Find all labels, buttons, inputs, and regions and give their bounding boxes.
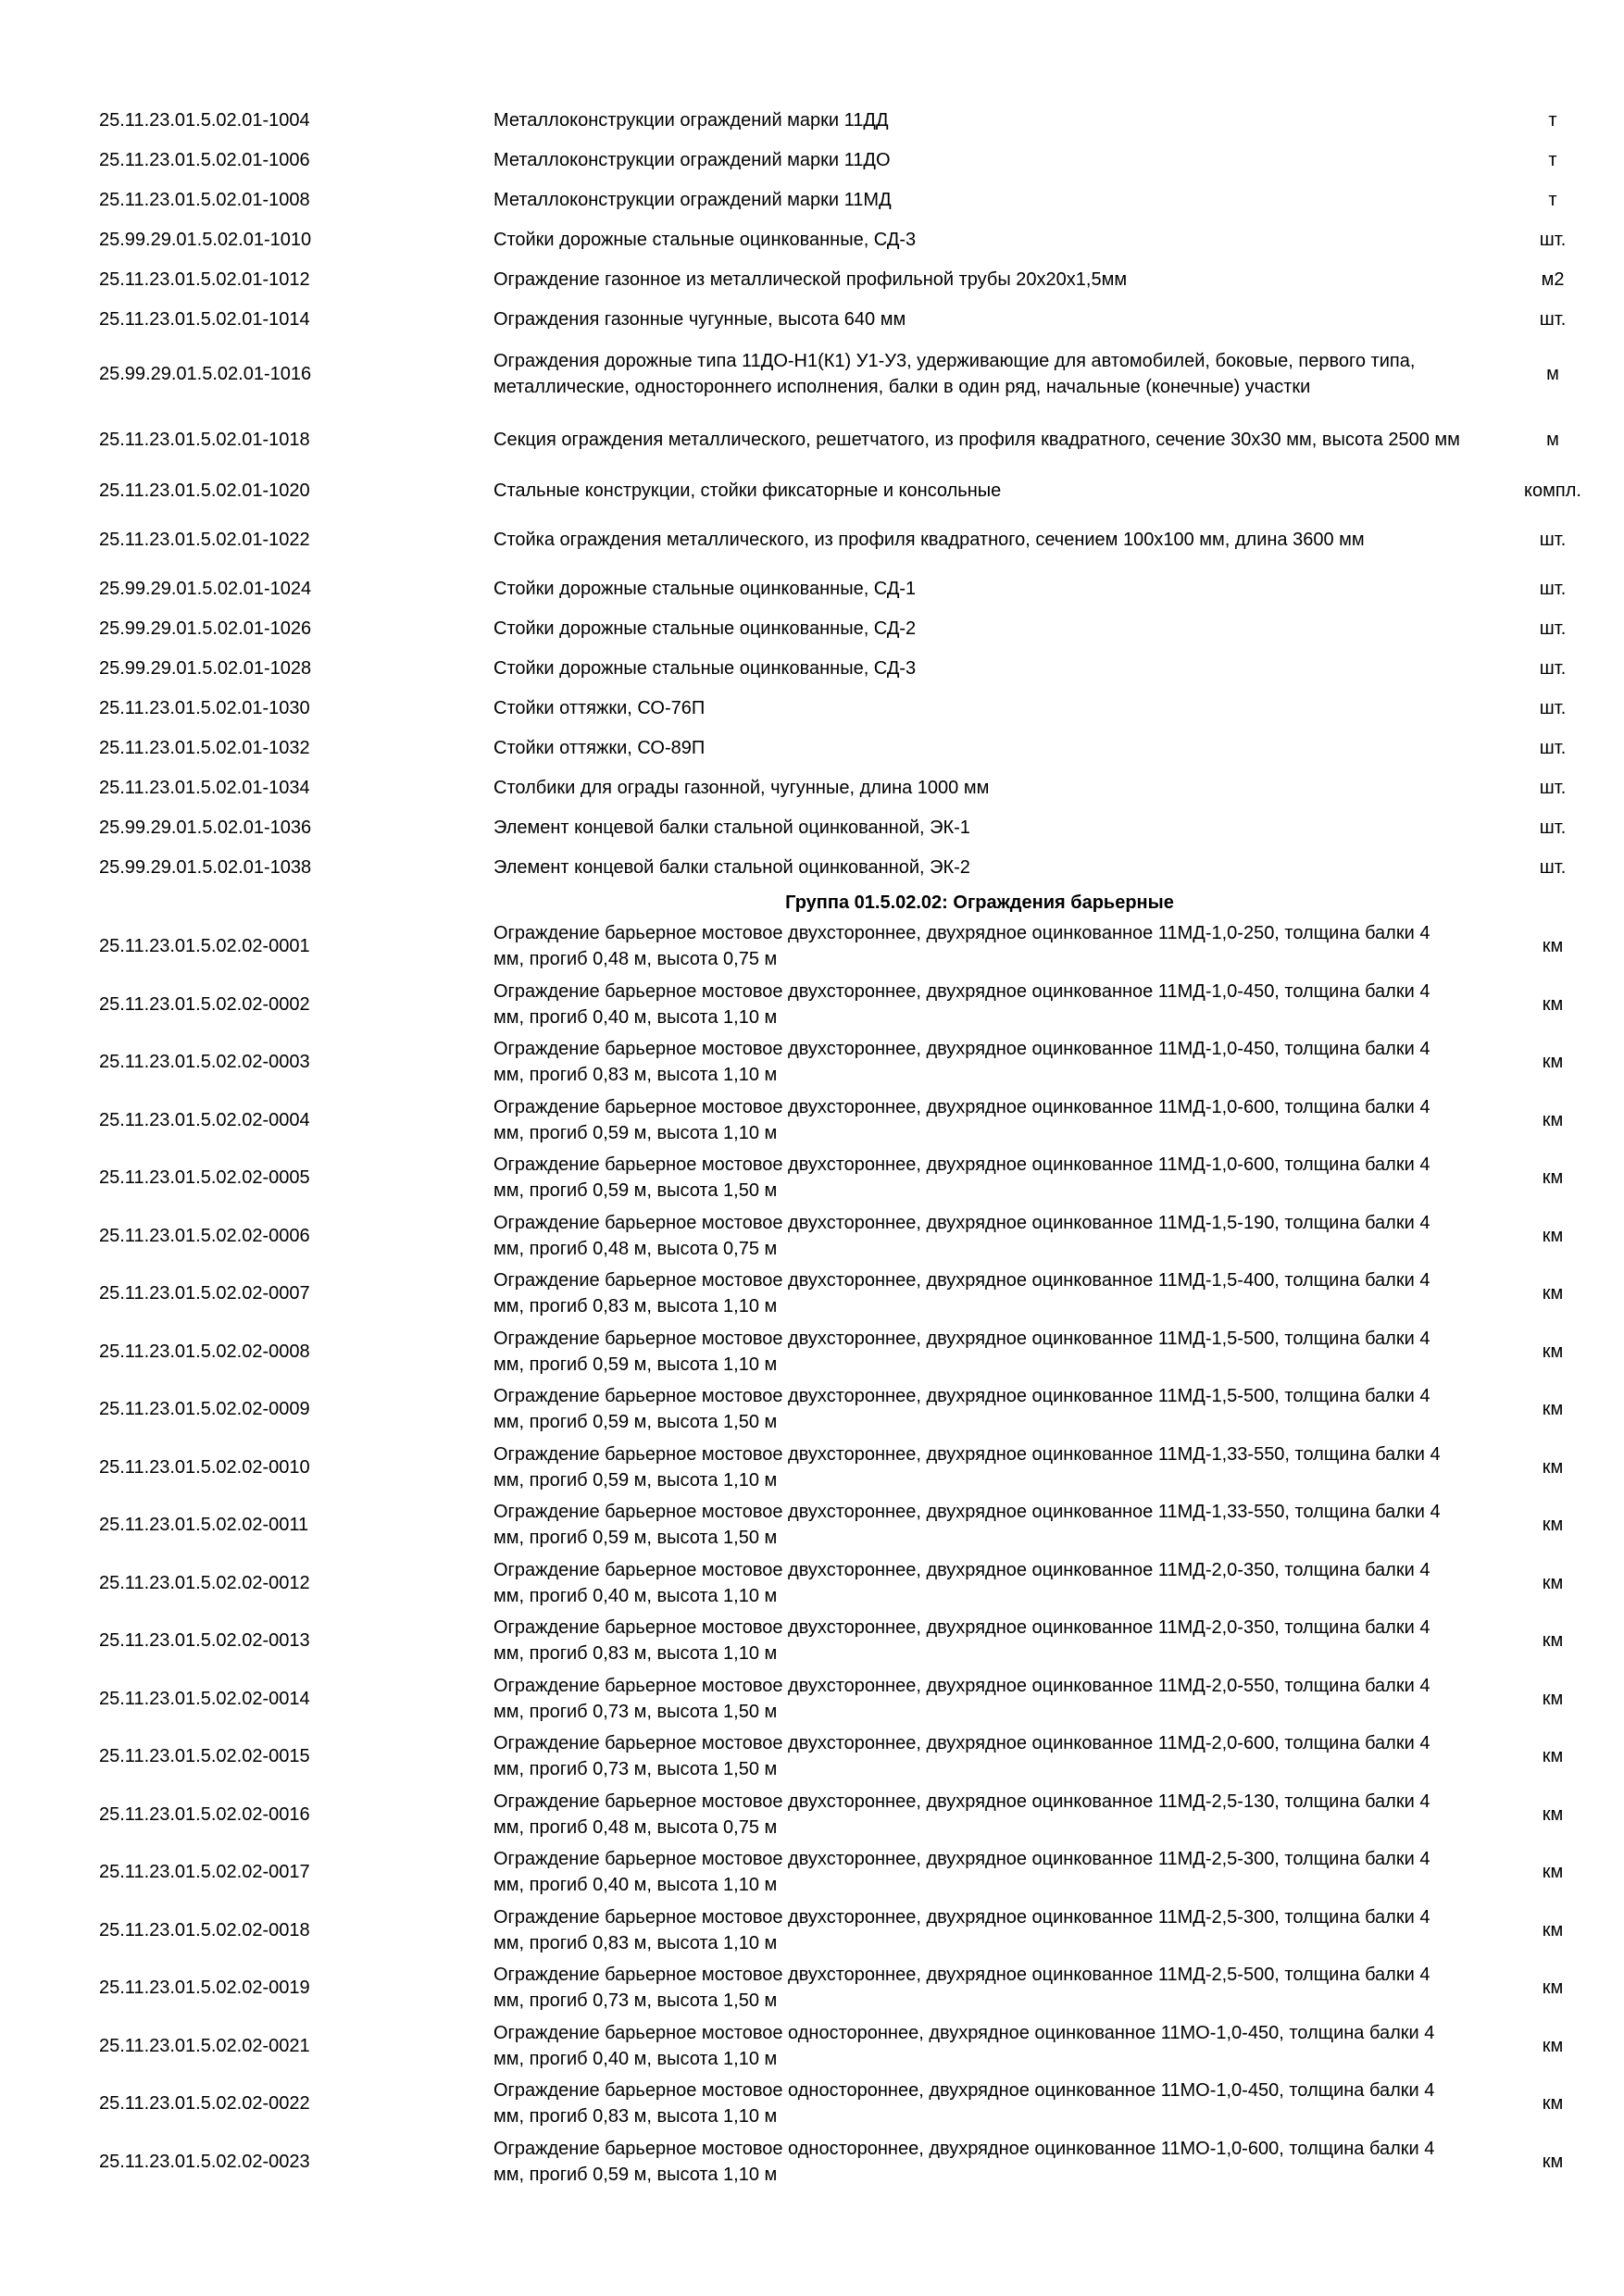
item-name: Ограждение барьерное мостовое двухстороннее, двухрядное оцинкованное 11МД-1,0-250, толщина балки 4 мм, прогиб 0,48 м, высота 0,75 м — [493, 923, 1430, 970]
table-row — [0, 1786, 1624, 1844]
table-row — [0, 1496, 1624, 1554]
item-unit: шт. — [1539, 308, 1567, 330]
item-unit: шт. — [1539, 737, 1567, 758]
item-unit: км — [1542, 1630, 1564, 1652]
item-unit: т — [1548, 189, 1557, 210]
table-row — [0, 847, 1624, 887]
item-code: 25.11.23.01.5.02.02-0023 — [99, 2151, 310, 2172]
item-name: Металлоконструкции ограждений марки 11ДО — [493, 149, 891, 170]
item-code: 25.99.29.01.5.02.01-1038 — [99, 856, 312, 878]
table-row — [0, 976, 1624, 1034]
item-name: Ограждение барьерное мостовое двухстороннее, двухрядное оцинкованное 11МД-1,5-500, толщина балки 4 мм, прогиб 0,59 м, высота 1,50 м — [493, 1386, 1430, 1433]
table-row — [0, 339, 1624, 409]
table-row — [0, 1554, 1624, 1613]
item-code: 25.11.23.01.5.02.01-1022 — [99, 529, 310, 550]
table-row — [0, 1959, 1624, 2017]
item-code: 25.11.23.01.5.02.02-0016 — [99, 1803, 310, 1825]
item-unit: км — [1542, 1225, 1564, 1246]
item-name: Металлоконструкции ограждений марки 11ДД — [493, 109, 889, 131]
price-list-section-1 — [0, 100, 1624, 887]
item-code: 25.11.23.01.5.02.01-1018 — [99, 430, 310, 450]
item-code: 25.11.23.01.5.02.02-0004 — [99, 1109, 310, 1130]
item-code: 25.99.29.01.5.02.01-1036 — [99, 817, 312, 838]
item-unit: км — [1542, 2093, 1564, 2115]
item-name: Ограждение барьерное мостовое двухстороннее, двухрядное оцинкованное 11МД-1,5-190, толщина балки 4 мм, прогиб 0,48 м, высота 0,75 м — [493, 1212, 1430, 1259]
item-unit: шт. — [1539, 529, 1567, 550]
item-unit: км — [1542, 1803, 1564, 1825]
item-unit: шт. — [1539, 229, 1567, 250]
document — [0, 100, 1624, 2190]
item-unit: шт. — [1539, 578, 1567, 599]
item-unit: шт. — [1539, 777, 1567, 798]
item-name: Ограждение барьерное мостовое двухстороннее, двухрядное оцинкованное 11МД-1,0-450, толщина балки 4 мм, прогиб 0,40 м, высота 1,10 м — [493, 980, 1430, 1028]
item-name: Ограждение газонное из металлической профильной трубы 20х20х1,5мм — [493, 268, 1128, 290]
item-name: Ограждение барьерное мостовое двухстороннее, двухрядное оцинкованное 11МД-2,5-500, толщина балки 4 мм, прогиб 0,73 м, высота 1,50 м — [493, 1965, 1430, 2012]
item-code: 25.11.23.01.5.02.01-1014 — [99, 308, 310, 330]
item-name: Ограждение барьерное мостовое двухстороннее, двухрядное оцинкованное 11МД-2,0-350, толщина балки 4 мм, прогиб 0,83 м, высота 1,10 м — [493, 1617, 1430, 1665]
item-name: Стойки дорожные стальные оцинкованные, СД-3 — [493, 229, 917, 250]
item-code: 25.99.29.01.5.02.01-1026 — [99, 618, 312, 639]
item-code: 25.11.23.01.5.02.02-0009 — [99, 1399, 310, 1420]
item-unit: км — [1542, 1746, 1564, 1767]
item-code: 25.99.29.01.5.02.01-1028 — [99, 657, 312, 679]
item-code: 25.11.23.01.5.02.02-0008 — [99, 1341, 310, 1362]
item-code: 25.11.23.01.5.02.02-0010 — [99, 1456, 310, 1478]
item-unit: км — [1542, 2035, 1564, 2056]
table-row — [0, 2075, 1624, 2133]
item-code: 25.11.23.01.5.02.02-0015 — [99, 1746, 310, 1767]
item-name: Стойки дорожные стальные оцинкованные, СД-2 — [493, 618, 917, 639]
item-code: 25.11.23.01.5.02.02-0014 — [99, 1688, 310, 1709]
item-code: 25.11.23.01.5.02.02-0017 — [99, 1862, 310, 1883]
item-code: 25.11.23.01.5.02.01-1012 — [99, 268, 310, 290]
item-name: Секция ограждения металлического, решетчатого, из профиля квадратного, сечение 30х30 мм, высота 2500 мм — [493, 430, 1460, 450]
table-row — [0, 140, 1624, 180]
item-code: 25.11.23.01.5.02.02-0013 — [99, 1630, 310, 1652]
item-unit: км — [1542, 1399, 1564, 1420]
item-unit: шт. — [1539, 817, 1567, 838]
item-unit: км — [1542, 1572, 1564, 1593]
table-row — [0, 648, 1624, 688]
item-unit: км — [1542, 1515, 1564, 1536]
table-row — [0, 409, 1624, 470]
item-code: 25.11.23.01.5.02.01-1034 — [99, 777, 310, 798]
item-name: Ограждение барьерное мостовое двухстороннее, двухрядное оцинкованное 11МД-2,5-300, толщина балки 4 мм, прогиб 0,83 м, высота 1,10 м — [493, 1906, 1430, 1953]
item-unit: м — [1546, 364, 1559, 384]
item-name: Ограждение барьерное мостовое двухстороннее, двухрядное оцинкованное 11МД-2,0-350, толщина балки 4 мм, прогиб 0,40 м, высота 1,10 м — [493, 1559, 1430, 1606]
table-row — [0, 470, 1624, 510]
item-name: Стальные конструкции, стойки фиксаторные и консольные — [493, 480, 1002, 501]
item-name: Элемент концевой балки стальной оцинкованной, ЭК-1 — [493, 817, 970, 838]
table-row — [0, 1728, 1624, 1786]
table-row — [0, 180, 1624, 219]
item-name: Стойки дорожные стальные оцинкованные, СД-3 — [493, 657, 917, 679]
item-name: Ограждение барьерное мостовое двухстороннее, двухрядное оцинкованное 11МД-1,0-450, толщина балки 4 мм, прогиб 0,83 м, высота 1,10 м — [493, 1039, 1430, 1086]
item-code: 25.11.23.01.5.02.01-1020 — [99, 480, 310, 501]
table-row — [0, 917, 1624, 976]
table-row — [0, 1380, 1624, 1439]
item-unit: км — [1542, 1456, 1564, 1478]
group-title: Группа 01.5.02.02: Ограждения барьерные — [785, 892, 1174, 913]
item-unit: км — [1542, 1978, 1564, 1999]
table-row — [0, 259, 1624, 299]
item-code: 25.11.23.01.5.02.02-0001 — [99, 936, 310, 957]
item-name: Стойки оттяжки, СО-89П — [493, 737, 706, 758]
item-unit: км — [1542, 1167, 1564, 1189]
item-code: 25.11.23.01.5.02.01-1006 — [99, 149, 310, 170]
item-code: 25.99.29.01.5.02.01-1010 — [99, 229, 312, 250]
item-name: Ограждение барьерное мостовое двухстороннее, двухрядное оцинкованное 11МД-1,0-600, толщина балки 4 мм, прогиб 0,59 м, высота 1,10 м — [493, 1096, 1430, 1143]
item-code: 25.11.23.01.5.02.01-1032 — [99, 737, 310, 758]
item-name: Ограждение барьерное мостовое двухстороннее, двухрядное оцинкованное 11МД-1,5-500, толщина балки 4 мм, прогиб 0,59 м, высота 1,10 м — [493, 1328, 1430, 1375]
table-row — [0, 767, 1624, 807]
table-row — [0, 807, 1624, 847]
item-code: 25.11.23.01.5.02.01-1008 — [99, 189, 310, 210]
item-unit: км — [1542, 1109, 1564, 1130]
table-row — [0, 688, 1624, 728]
table-row — [0, 299, 1624, 339]
item-name: Ограждение барьерное мостовое двухстороннее, двухрядное оцинкованное 11МД-2,5-300, толщина балки 4 мм, прогиб 0,40 м, высота 1,10 м — [493, 1849, 1430, 1896]
item-code: 25.11.23.01.5.02.02-0022 — [99, 2093, 310, 2115]
price-list-section-2 — [0, 917, 1624, 2190]
item-unit: м2 — [1541, 268, 1565, 290]
item-name: Стойка ограждения металлического, из профиля квадратного, сечением 100х100 мм, длина 3600 мм — [493, 529, 1365, 550]
item-unit: шт. — [1539, 657, 1567, 679]
item-name: Ограждение барьерное мостовое одностороннее, двухрядное оцинкованное 11МО-1,0-450, толщина балки 4 мм, прогиб 0,83 м, высота 1,10 м — [493, 2080, 1435, 2128]
table-row — [0, 1323, 1624, 1381]
item-unit: км — [1542, 936, 1564, 957]
item-code: 25.11.23.01.5.02.02-0012 — [99, 1572, 310, 1593]
item-code: 25.11.23.01.5.02.01-1004 — [99, 109, 310, 131]
item-name: Металлоконструкции ограждений марки 11МД — [493, 189, 892, 210]
item-code: 25.11.23.01.5.02.02-0006 — [99, 1225, 310, 1246]
item-unit: км — [1542, 1052, 1564, 1073]
item-name: Ограждение барьерное мостовое двухстороннее, двухрядное оцинкованное 11МД-2,5-130, толщина балки 4 мм, прогиб 0,48 м, высота 0,75 м — [493, 1791, 1430, 1838]
item-name: Ограждение барьерное мостовое двухстороннее, двухрядное оцинкованное 11МД-1,33-550, толщина балки 4 мм, прогиб 0,59 м, высота 1,10 м — [493, 1443, 1441, 1491]
item-name: Ограждение барьерное мостовое двухстороннее, двухрядное оцинкованное 11МД-1,0-600, толщина балки 4 мм, прогиб 0,59 м, высота 1,50 м — [493, 1154, 1430, 1202]
table-row — [0, 568, 1624, 608]
table-row — [0, 1612, 1624, 1670]
table-row — [0, 1092, 1624, 1150]
table-row — [0, 1033, 1624, 1092]
item-code: 25.11.23.01.5.02.02-0021 — [99, 2035, 310, 2056]
item-code: 25.99.29.01.5.02.01-1016 — [99, 364, 312, 384]
table-row — [0, 1149, 1624, 1207]
item-unit: м — [1546, 430, 1559, 450]
item-code: 25.11.23.01.5.02.02-0005 — [99, 1167, 310, 1189]
table-row — [0, 1670, 1624, 1728]
item-name: Ограждение барьерное мостовое двухстороннее, двухрядное оцинкованное 11МД-1,33-550, толщина балки 4 мм, прогиб 0,59 м, высота 1,50 м — [493, 1502, 1441, 1549]
item-unit: км — [1542, 2151, 1564, 2172]
item-unit: км — [1542, 1688, 1564, 1709]
table-row — [0, 1207, 1624, 1266]
item-code: 25.11.23.01.5.02.02-0003 — [99, 1052, 310, 1073]
item-unit: т — [1548, 109, 1557, 131]
item-code: 25.99.29.01.5.02.01-1024 — [99, 578, 312, 599]
item-name: Ограждение барьерное мостовое одностороннее, двухрядное оцинкованное 11МО-1,0-600, толщина балки 4 мм, прогиб 0,59 м, высота 1,10 м — [493, 2138, 1435, 2185]
table-row — [0, 2017, 1624, 2076]
item-code: 25.11.23.01.5.02.02-0019 — [99, 1978, 310, 1999]
item-name: Элемент концевой балки стальной оцинкованной, ЭК-2 — [493, 856, 970, 878]
item-unit: км — [1542, 993, 1564, 1015]
item-name: Ограждения газонные чугунные, высота 640 мм — [493, 308, 906, 330]
item-code: 25.11.23.01.5.02.02-0002 — [99, 993, 310, 1015]
item-unit: компл. — [1524, 480, 1581, 501]
item-unit: км — [1542, 1341, 1564, 1362]
item-unit: шт. — [1539, 697, 1567, 718]
item-code: 25.11.23.01.5.02.02-0018 — [99, 1919, 310, 1940]
table-row — [0, 1843, 1624, 1902]
item-name: Стойки дорожные стальные оцинкованные, СД-1 — [493, 578, 917, 599]
item-name: Ограждения дорожные типа 11ДО-Н1(К1) У1-У3, удерживающие для автомобилей, боковые, первого типа, металлические, одностороннего исполнения, балки в один ряд, начальные (конечные) участки — [493, 351, 1416, 397]
table-row — [0, 1265, 1624, 1323]
item-unit: км — [1542, 1283, 1564, 1304]
item-name: Ограждение барьерное мостовое двухстороннее, двухрядное оцинкованное 11МД-1,5-400, толщина балки 4 мм, прогиб 0,83 м, высота 1,10 м — [493, 1270, 1430, 1317]
table-row — [0, 728, 1624, 767]
item-unit: км — [1542, 1919, 1564, 1940]
item-code: 25.11.23.01.5.02.02-0007 — [99, 1283, 310, 1304]
table-row — [0, 1902, 1624, 1960]
table-row — [0, 510, 1624, 568]
item-name: Ограждение барьерное мостовое двухстороннее, двухрядное оцинкованное 11МД-2,0-550, толщина балки 4 мм, прогиб 0,73 м, высота 1,50 м — [493, 1675, 1430, 1722]
table-row — [0, 1439, 1624, 1497]
item-unit: шт. — [1539, 856, 1567, 878]
table-row — [0, 219, 1624, 259]
item-name: Ограждение барьерное мостовое одностороннее, двухрядное оцинкованное 11МО-1,0-450, толщина балки 4 мм, прогиб 0,40 м, высота 1,10 м — [493, 2022, 1435, 2069]
item-unit: км — [1542, 1862, 1564, 1883]
item-name: Ограждение барьерное мостовое двухстороннее, двухрядное оцинкованное 11МД-2,0-600, толщина балки 4 мм, прогиб 0,73 м, высота 1,50 м — [493, 1733, 1430, 1780]
item-unit: шт. — [1539, 618, 1567, 639]
item-code: 25.11.23.01.5.02.01-1030 — [99, 697, 310, 718]
group-header — [0, 887, 1624, 917]
table-row — [0, 2133, 1624, 2191]
table-row — [0, 100, 1624, 140]
item-unit: т — [1548, 149, 1557, 170]
table-row — [0, 608, 1624, 648]
item-name: Столбики для ограды газонной, чугунные, длина 1000 мм — [493, 777, 990, 798]
item-name: Стойки оттяжки, СО-76П — [493, 697, 706, 718]
item-code: 25.11.23.01.5.02.02-0011 — [99, 1515, 309, 1536]
